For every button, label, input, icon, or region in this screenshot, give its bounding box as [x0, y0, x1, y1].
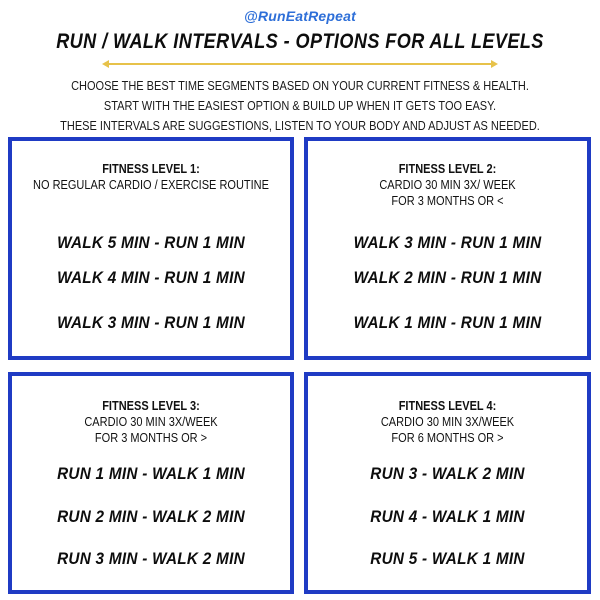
level-title: FITNESS LEVEL 2:	[398, 162, 497, 176]
interval-option: WALK 5 MIN - RUN 1 MIN	[57, 233, 245, 252]
interval-option: WALK 2 MIN - RUN 1 MIN	[353, 268, 542, 287]
level-description: FOR 6 MONTHS OR >	[391, 431, 504, 445]
intro-line: START WITH THE EASIEST OPTION & BUILD UP WHEN IT GETS TOO EASY.	[103, 99, 497, 113]
intro-text	[36, 76, 564, 136]
interval-option: WALK 3 MIN - RUN 1 MIN	[353, 233, 542, 252]
interval-option: RUN 3 - WALK 2 MIN	[370, 464, 525, 483]
level-heading	[325, 161, 571, 209]
interval-option: RUN 1 MIN - WALK 1 MIN	[57, 464, 245, 483]
fitness-level-4-card	[304, 372, 591, 594]
interval-option: RUN 4 - WALK 1 MIN	[370, 507, 525, 526]
level-description: CARDIO 30 MIN 3X/ WEEK	[379, 178, 516, 192]
interval-option: WALK 1 MIN - RUN 1 MIN	[353, 313, 542, 332]
title-underline-arrow	[108, 63, 492, 65]
level-description: CARDIO 30 MIN 3X/WEEK	[380, 415, 515, 429]
page-title: RUN / WALK INTERVALS - OPTIONS FOR ALL LEVELS	[56, 30, 544, 53]
interval-option: RUN 2 MIN - WALK 2 MIN	[57, 507, 245, 526]
interval-option: RUN 5 - WALK 1 MIN	[370, 549, 525, 568]
fitness-level-1-card	[8, 137, 294, 360]
level-title: FITNESS LEVEL 1:	[102, 162, 200, 176]
level-heading	[29, 161, 274, 193]
level-heading	[325, 398, 571, 446]
level-description: CARDIO 30 MIN 3X/WEEK	[84, 415, 218, 429]
level-description: FOR 3 MONTHS OR <	[391, 194, 504, 208]
level-title: FITNESS LEVEL 3:	[102, 399, 200, 413]
level-heading	[29, 398, 274, 446]
level-title: FITNESS LEVEL 4:	[398, 399, 497, 413]
interval-option: WALK 4 MIN - RUN 1 MIN	[57, 268, 245, 287]
level-description: FOR 3 MONTHS OR >	[94, 431, 208, 445]
intro-line: THESE INTERVALS ARE SUGGESTIONS, LISTEN TO YOUR BODY AND ADJUST AS NEEDED.	[60, 119, 540, 133]
author-handle: @RunEatRepeat	[244, 8, 356, 24]
level-description: NO REGULAR CARDIO / EXERCISE ROUTINE	[33, 178, 269, 192]
interval-option: WALK 3 MIN - RUN 1 MIN	[57, 313, 245, 332]
intro-line: CHOOSE THE BEST TIME SEGMENTS BASED ON YOUR CURRENT FITNESS & HEALTH.	[71, 79, 529, 93]
fitness-level-3-card	[8, 372, 294, 594]
interval-option: RUN 3 MIN - WALK 2 MIN	[57, 549, 245, 568]
fitness-level-2-card	[304, 137, 591, 360]
